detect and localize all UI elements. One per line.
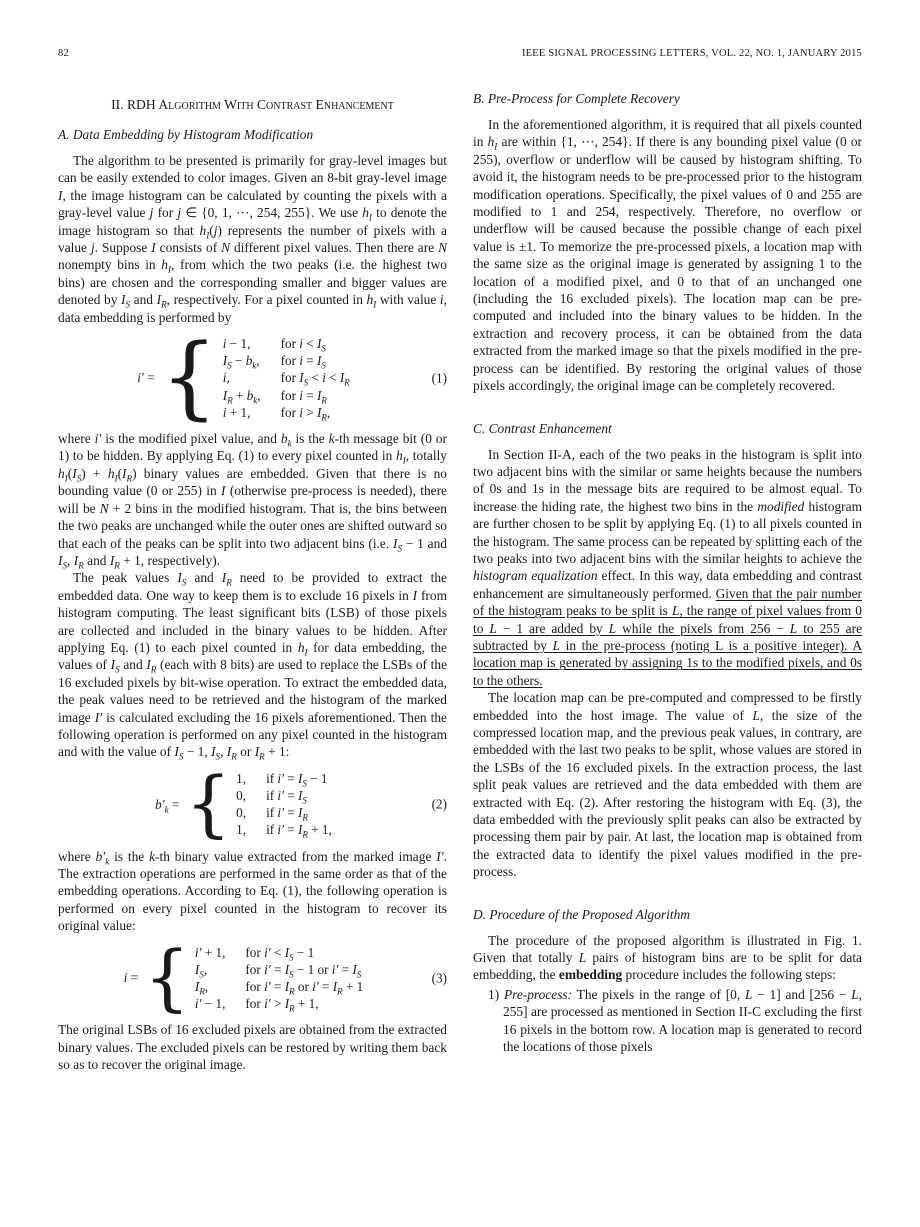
equation-cases [236, 770, 332, 839]
subsection-c-title: C. Contrast Enhancement [473, 420, 612, 436]
eq-case-cond: if $i' = I_S$ [266, 788, 307, 806]
eq-case-value: 1, [236, 822, 247, 838]
subsection-d-title: D. Procedure of the Proposed Algorithm [473, 906, 690, 922]
eq-case-value: i′ + 1, [194, 944, 226, 960]
eq-case-cond: for $i' = I_S - 1$ or $i' = I_S$ [245, 961, 362, 980]
equation-lhs: i′ = [137, 370, 155, 386]
eq-case-value: 0, [236, 805, 247, 821]
equation-cases [195, 944, 363, 1013]
equation-number: (1) [431, 370, 447, 386]
eq-case-cond: for $i' = I_R$ or $i' = I_R + 1$ [245, 979, 364, 997]
left-brace-glyph: { [144, 935, 190, 1020]
equation-lhs: $b'_k$ = [155, 796, 180, 815]
eq-case-value: 1, [236, 770, 247, 786]
paragraph: The procedure of the proposed algorithm is illustrated in Fig. 1. Given that totally L pairs of histogram bins are to be split for data embedding, the embedding procedure includes the following steps: [473, 932, 862, 983]
eq-case-value: i′ − 1, [194, 996, 226, 1012]
left-brace-glyph: { [185, 761, 232, 846]
eq-case-value: 0, [236, 788, 247, 803]
paragraph: The algorithm to be presented is primarily for gray-level images but can be easily extended to color images. Given an 8-bit gray-level image I, the image histogram can be calculated by counting the pixels with a gray-level value j for j ∈ {0, 1, ⋯, 254, 255}. We use $h_I$ to denote the image histogram so that $h_I(j)$ represents the number of pixels with a value j. Suppose I consists of N different pixel values. Then there are N nonempty bins in $h_I$, from which the two peaks (i.e. the highest two bins) are chosen and the corresponding smaller and bigger values are denoted by $I_S$ and $I_R$, respectively. For a pixel counted in $h_I$ with value i, data embedding is performed by [58, 153, 448, 325]
paragraph: In Section II-A, each of the two peaks in the histogram is split into two adjacent bins with the similar or same heights because the numbers of 0s and 1s in the message bits are required to be almost equal. To increase the hiding rate, the highest two bins in the modified histogram are further chosen to be split by applying Eq. (1) to all pixels counted in the histogram. The same process can be repeated by splitting each of the two peaks into two adjacent bins with the similar heights to achieve the histogram equalization effect. In this way, data embedding and contrast enhancement are simultaneously performed. Given that the pair number of the histogram peaks to be split is L, the range of pixel values from 0 to L − 1 are added by L while the pixels from 256 − L to 255 are subtracted by L in the pre-process (noting L is a positive integer). A location map is generated by assigning 1s to the modified pixels, and 0s to the others. [473, 446, 863, 688]
left-column [58, 89, 447, 1074]
right-column [473, 89, 862, 1074]
eq-case-cond: for $i' > I_R + 1$, [245, 996, 319, 1014]
eq-case-cond: for $i > I_R$, [280, 404, 331, 423]
eq-case-cond: if $i' = I_R$ [266, 805, 308, 823]
eq-case-cond: for $i = I_S$ [280, 353, 326, 371]
paragraph: where i′ is the modified pixel value, and $b_k$ is the k-th message bit (0 or 1) to be hidden. By applying Eq. (1) to every pixel counted in $h_I$, totally $h_I(I_S) + h_I(I_R)$ binary values are embedded. Given that there is no bounding value (0 or 255) in I (otherwise pre-process is needed), there will be N + 2 bins in the modified histogram. That is, the bins between the two peaks are unchanged while the outer ones are shifted outward so that each of the peaks can be split into two adjacent bins (i.e. $I_S - 1$ and $I_S$, $I_R$ and $I_R + 1$, respectively). [58, 431, 448, 571]
subsection-a-title: A. Data Embedding by Histogram Modification [58, 127, 314, 142]
eq-case-cond: for $i = I_R$ [280, 387, 327, 406]
eq-case-value: $I_R + b_k$, [222, 387, 261, 406]
equation-number: (3) [431, 970, 447, 986]
eq-case-cond: for $i' < I_S - 1$ [245, 944, 315, 963]
section-title: II. RDH Algorithm With Contrast Enhancement [111, 97, 394, 112]
eq-case-cond: for $i < I_S$ [280, 336, 326, 354]
eq-case-value: i, [222, 370, 230, 386]
paragraph: where $b'_k$ is the k-th binary value extracted from the marked image I′. The extraction operations are performed in the same order as that of the embedding operations. According to Eq. (1), the following operation is performed on every pixel counted in the histogram to recover its original value: [58, 848, 447, 934]
columns [58, 89, 862, 1074]
journal-header: IEEE SIGNAL PROCESSING LETTERS, VOL. 22, NO. 1, JANUARY 2015 [521, 48, 862, 59]
equation-lhs: i = [123, 970, 139, 986]
eq-case-value: i − 1, [222, 336, 251, 352]
eq-case-cond: for $I_S < i < I_R$ [280, 370, 350, 389]
running-header [58, 48, 862, 59]
eq-case-value: $I_R$, [194, 979, 209, 997]
equation-1 [58, 324, 447, 430]
list-item-1: 1) Pre-process: The pixels in the range of [0, L − 1] and [256 − L, 255] are processed as mentioned in Section II-C excluding the first 16 pixels in the bottom row. A location map is generated to record the locations of those pixels [488, 986, 862, 1055]
eq-case-cond: if $i' = I_R + 1$, [266, 822, 332, 841]
equation-3 [58, 935, 447, 1020]
equation-number: (2) [431, 796, 447, 812]
paragraph: The original LSBs of 16 excluded pixels are obtained from the extracted binary values. The excluded pixels can be restored by writing them back so as to recover the original image. [58, 1022, 447, 1073]
paragraph: In the aforementioned algorithm, it is required that all pixels counted in $h_I$ are within {1, ⋯, 254}. If there is any bounding pixel value (0 or 255), overflow or underflow will be caused by histogram shifting. To avoid it, the histogram needs to be pre-processed prior to the histogram modification operations. Specifically, the pixel values of 0 and 255 are modified to 1 and 254, respectively. Therefore, no overflow or underflow will be caused because the possible change of each pixel value is ±1. To memorize the pre-processed pixels, a location map with the same size as the original image is generated by assigning 1 to the location of a modified pixel, and 0 to that of an unchanged one (including the 16 excluded pixels). The location map can be pre-computed and included into the binary values to be hidden. In the extraction and recovery process, it can be obtained from the data extracted from the marked image so that the pixels modified in the pre-process can be identified. By restoring the original values of those pixels accordingly, the original image can be completely recovered. [473, 117, 862, 394]
eq-case-value: $I_S$, [194, 961, 208, 980]
paragraph: The peak values $I_S$ and $I_R$ need to be provided to extract the embedded data. One way to keep them is to exclude 16 pixels in I from histogram computing. The least significant bits (LSB) of those pixels are collected and included in the binary values to be hidden. After applying Eq. (1) to each pixel counted in $h_I$ for data embedding, the values of $I_S$ and $I_R$ (each with 8 bits) are used to replace the LSBs of the 16 excluded pixels by bit-wise operation. To extract the embedded data, the peak values need to be retrieved and the histogram of the marked image I′ is calculated excluding the 16 pixels aforementioned. Then the following operation is performed on any pixel counted in the histogram and with the value of $I_S - 1$, $I_S$, $I_R$ or $I_R + 1$: [58, 570, 448, 763]
subsection-b-title: B. Pre-Process for Complete Recovery [473, 91, 680, 106]
paragraph: The location map can be pre-computed and compressed to be firstly embedded into the host image. The value of L, the size of the compressed location map, and the previous peak values, in contrary, are embedded with the last two peaks to be split, whose values are stored in the LSBs of the 16 excluded pixels. In the extraction process, the last split peak values are retrieved and the data embedded with them are extracted with Eq. (2). After restoring the histogram with Eq. (3), the data embedded with the previously split peaks can also be extracted by processing them pair by pair. At last, the location map is obtained from the extracted data to identify the pixel values modified in the pre-process. [473, 690, 862, 880]
equation-2 [58, 761, 447, 846]
eq-case-value: $I_S - b_k$, [222, 353, 260, 371]
eq-case-value: i + 1, [222, 404, 251, 420]
left-brace-glyph: { [160, 324, 218, 430]
equation-cases [223, 335, 350, 421]
eq-case-cond: if $i' = I_S - 1$ [266, 770, 328, 789]
page-number: 82 [58, 48, 69, 59]
